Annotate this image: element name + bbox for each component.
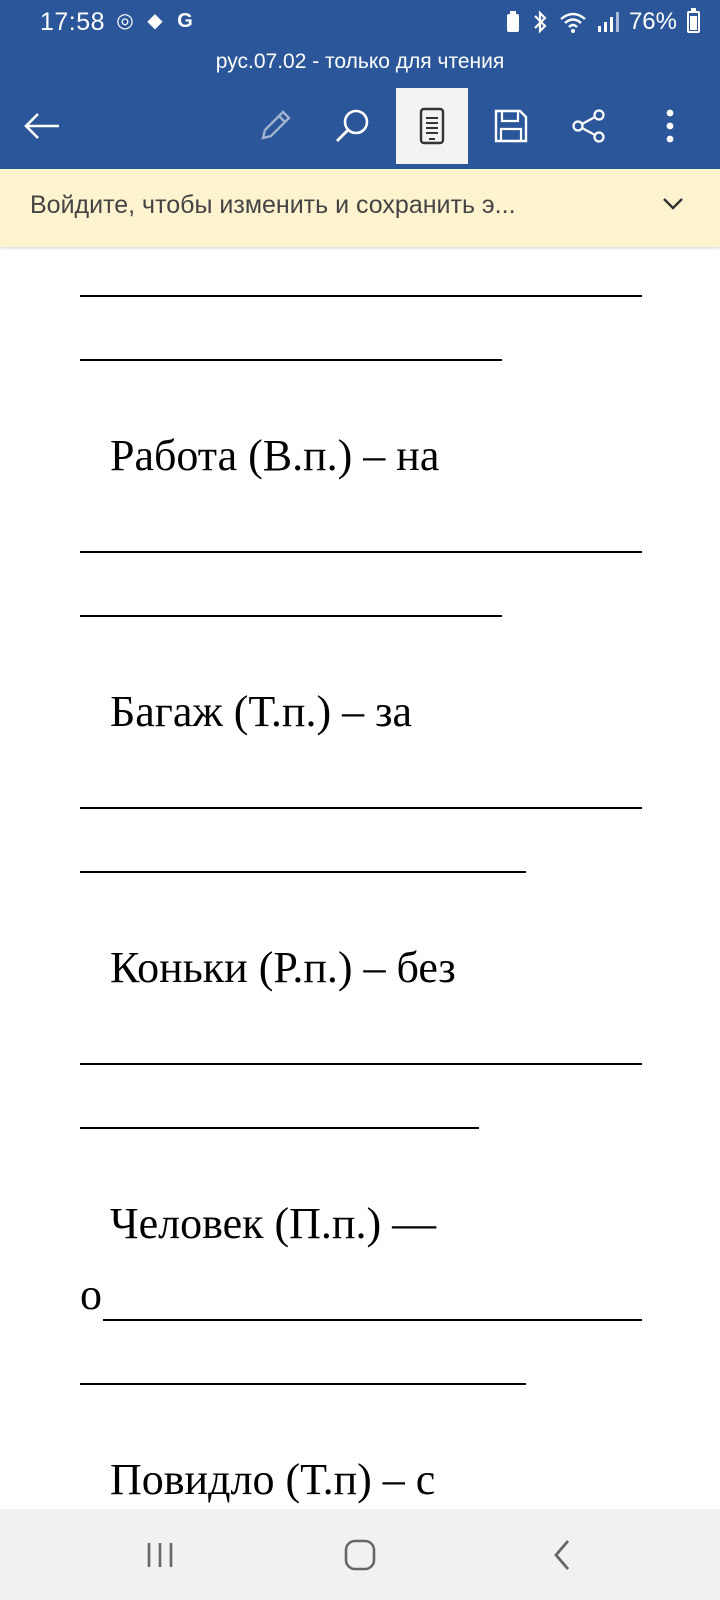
exercise-item: Коньки (Р.п.) – без — [110, 943, 456, 992]
app-bar — [0, 0, 720, 169]
answer-line — [80, 1063, 642, 1065]
share-icon — [571, 108, 607, 144]
share-button[interactable] — [553, 88, 625, 164]
more-options-button[interactable] — [634, 88, 706, 164]
battery-icon — [687, 11, 700, 33]
back-button[interactable] — [6, 88, 78, 164]
answer-line — [80, 551, 642, 553]
exercise-item: Работа (В.п.) – на — [110, 431, 440, 480]
chevron-down-icon[interactable] — [662, 197, 684, 211]
more-vertical-icon — [665, 108, 675, 144]
system-nav-bar — [0, 1509, 720, 1600]
back-nav-button[interactable] — [502, 1509, 622, 1600]
answer-line — [80, 871, 526, 873]
search-button[interactable] — [317, 88, 389, 164]
pencil-icon — [257, 108, 293, 144]
bluetooth-icon — [531, 10, 549, 34]
document-title: рус.07.02 - только для чтения — [215, 50, 505, 73]
answer-line — [80, 295, 642, 297]
toolbar — [0, 88, 720, 164]
mobile-view-button[interactable] — [396, 88, 468, 164]
exercise-item: Повидло (Т.п) – с — [110, 1455, 436, 1504]
exercise-item: Человек (П.п.) — — [110, 1199, 437, 1248]
home-icon — [344, 1539, 376, 1571]
answer-line — [80, 1383, 526, 1385]
signal-icon — [597, 11, 619, 33]
exercise-item: Багаж (Т.п.) – за — [110, 687, 413, 736]
status-time: 17:58 — [40, 8, 106, 36]
answer-line — [80, 1127, 479, 1129]
answer-line — [103, 1319, 642, 1321]
edit-button[interactable] — [239, 88, 311, 164]
back-chevron-icon — [552, 1539, 572, 1571]
status-right — [505, 8, 700, 36]
document-page[interactable] — [0, 247, 720, 1509]
answer-prefix: о — [80, 1270, 102, 1319]
google-icon: G — [177, 10, 193, 32]
sign-in-banner[interactable] — [0, 169, 720, 247]
sync-icon: ◎ — [116, 10, 134, 32]
status-bar — [0, 0, 720, 46]
back-arrow-icon — [23, 112, 61, 140]
tag-icon: ◆ — [147, 10, 163, 32]
sign-in-message: Войдите, чтобы изменить и сохранить э... — [30, 191, 516, 219]
home-button[interactable] — [300, 1509, 420, 1600]
search-icon — [334, 107, 372, 145]
battery-saver-icon — [505, 11, 521, 33]
wifi-icon — [559, 11, 587, 33]
notification-icons — [114, 10, 196, 32]
recent-apps-button[interactable] — [100, 1509, 220, 1600]
save-icon — [493, 108, 529, 144]
battery-percent: 76% — [628, 8, 677, 35]
answer-line — [80, 359, 502, 361]
mobile-view-icon — [419, 107, 445, 145]
save-button[interactable] — [475, 88, 547, 164]
answer-line — [80, 807, 642, 809]
answer-line — [80, 615, 502, 617]
recent-apps-icon — [145, 1541, 175, 1569]
